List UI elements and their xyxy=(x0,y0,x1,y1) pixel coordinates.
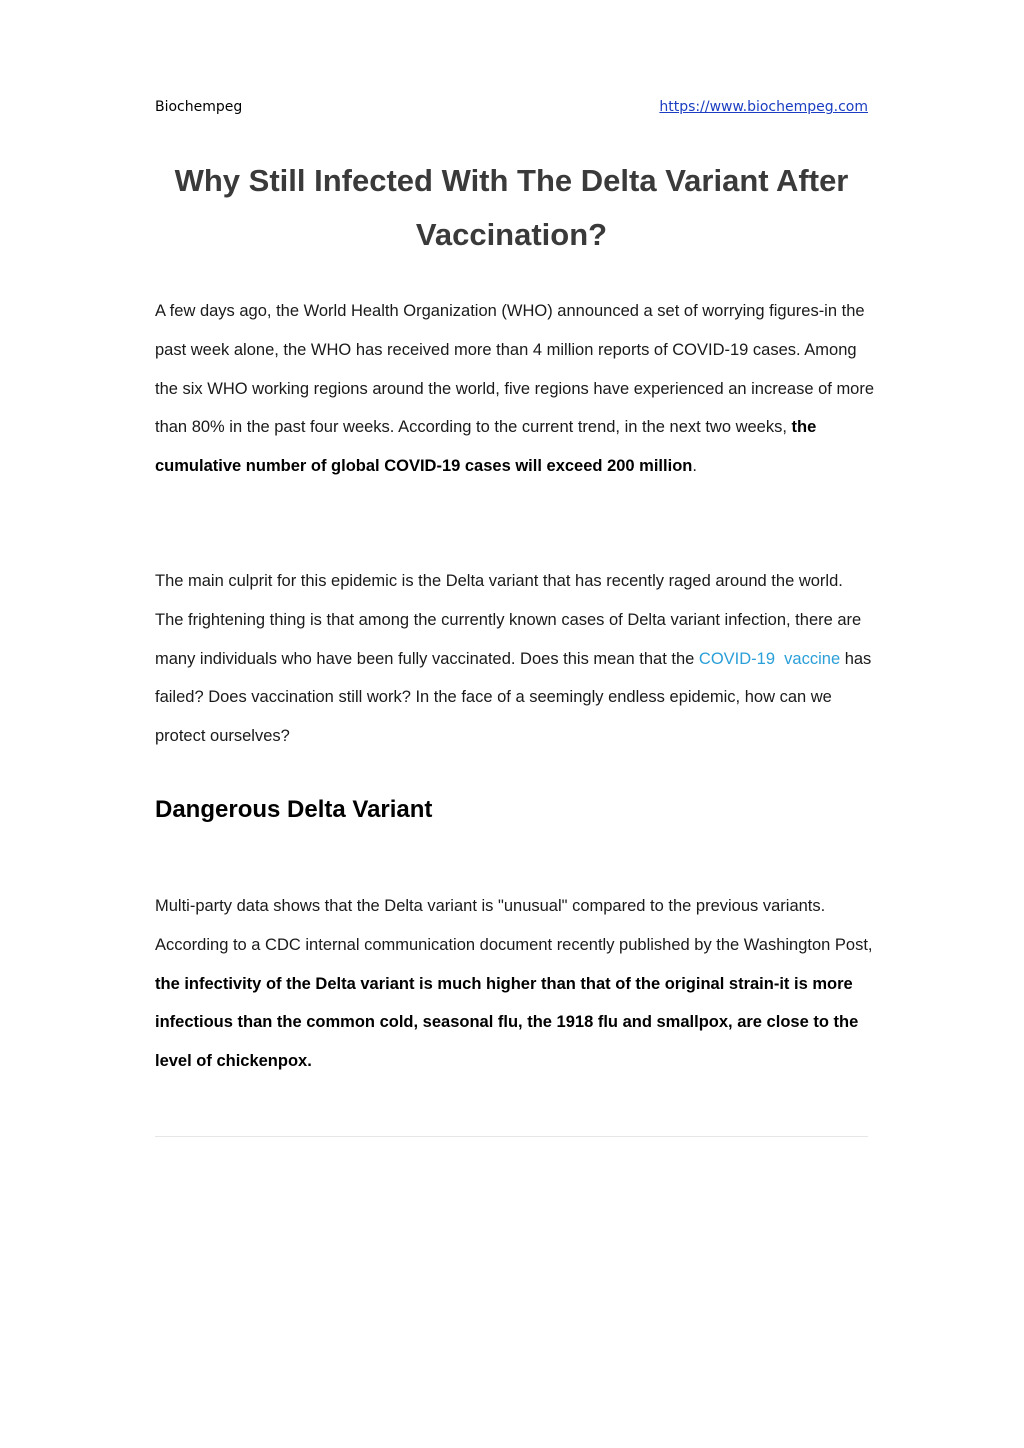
intro-text-end: . xyxy=(692,457,697,476)
covid-vaccine-link[interactable]: COVID-19 vaccine xyxy=(698,649,841,668)
page-header xyxy=(155,97,868,119)
culprit-text: The main culprit for this epidemic is the Delta variant that has recently raged around the world. The frightening thing is that among the currently known cases of Delta variant infection, there are many individuals who have been fully vaccinated. Does this mean that the xyxy=(155,572,862,668)
website-link[interactable]: https://www.biochempeg.com xyxy=(659,99,868,115)
intro-text: A few days ago, the World Health Organization (WHO) announced a set of worrying figures-in the past week alone, the WHO has received more than 4 million reports of COVID-19 cases. Among the six WHO working regions around the world, five regions have experienced an increase of more than 80% in the past four weeks. According to the current trend, in the next two weeks, xyxy=(155,302,875,437)
brand-name: Biochempeg xyxy=(155,99,243,115)
intro-bold-text: the cumulative number of global COVID-19 cases will exceed 200 million xyxy=(155,418,817,476)
delta-text: Multi-party data shows that the Delta variant is "unusual" compared to the previous variants. According to a CDC internal communication document recently published by the Washington Post, xyxy=(155,897,873,954)
delta-bold-text: the infectivity of the Delta variant is much higher than that of the original strain-it is more infectious than the common cold, seasonal flu, the 1918 flu and smallpox, are close to the level of chickenpox. xyxy=(155,974,859,1071)
delta-paragraph xyxy=(155,887,875,1081)
culprit-paragraph xyxy=(155,562,875,756)
section-heading: Dangerous Delta Variant xyxy=(155,796,433,823)
culprit-text-end: has failed? Does vaccination still work? In the face of a seemingly endless epidemic, how can we protect ourselves? xyxy=(155,649,872,746)
section-divider xyxy=(155,1136,868,1137)
article-title: Why Still Infected With The Delta Variant After Vaccination? xyxy=(174,163,849,252)
intro-paragraph xyxy=(155,292,875,486)
